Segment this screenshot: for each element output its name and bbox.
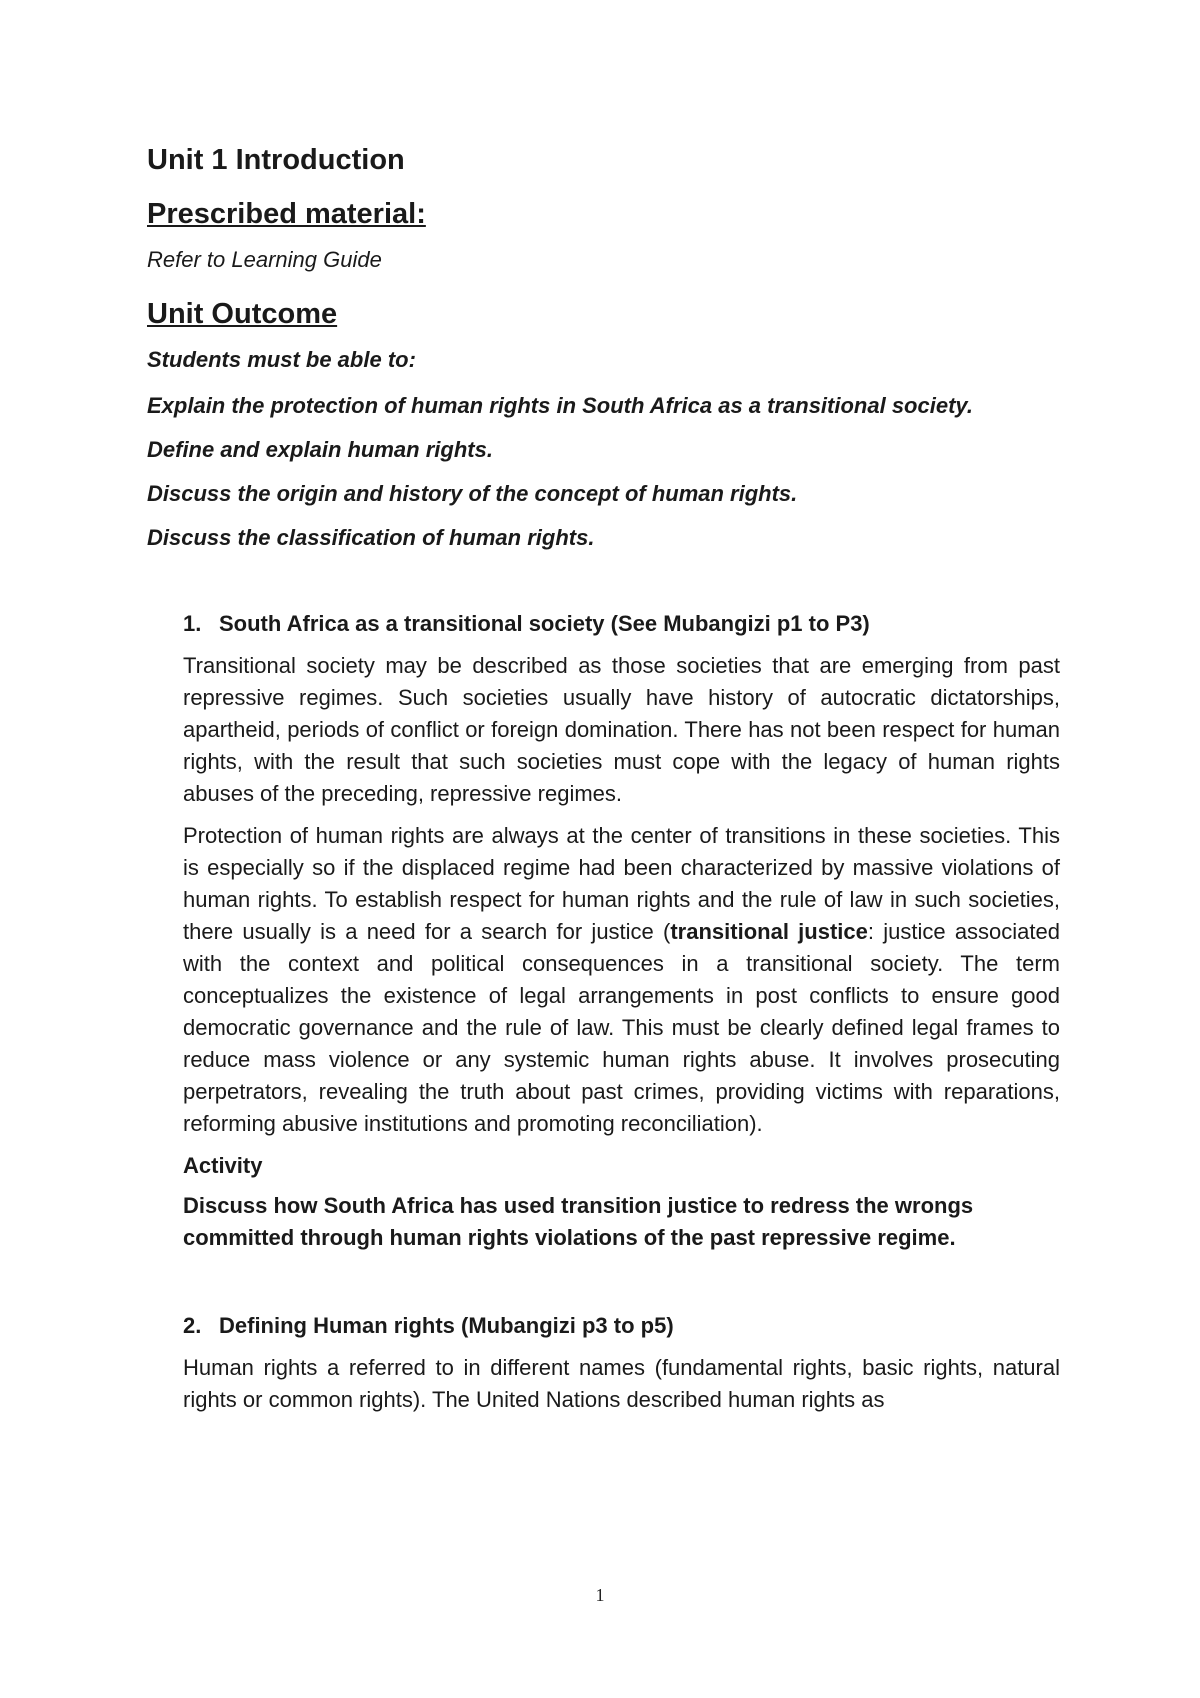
section-2-title: Defining Human rights (Mubangizi p3 to p5) [219, 1313, 674, 1338]
section-2-paragraph-1: Human rights a referred to in different names (fundamental rights, basic rights, natural rights or common rights). The United Nations described human rights as [183, 1355, 1060, 1412]
outcome-item: Discuss the origin and history of the concept of human rights. [147, 481, 798, 506]
prescribed-text: Refer to Learning Guide [147, 247, 382, 272]
paragraph-text: Protection of human rights are always at the center of transitions in these societies. This is especially so if the displaced regime had been characterized by massive violations of human rights. To establish respect for human rights and the rule of law in such societies, there usually is a need for a search for justice ( [183, 823, 1060, 944]
outcome-intro: Students must be able to: [147, 347, 416, 372]
section-1-heading [183, 608, 1060, 640]
outcome-item: Discuss the classification of human rights. [147, 525, 595, 550]
outcome-heading: Unit Outcome [147, 298, 338, 330]
section-1 [183, 608, 1060, 1416]
unit-title: Unit 1 Introduction [147, 144, 405, 176]
activity-question: Discuss how South Africa has used transition justice to redress the wrongs committed through human rights violations of the past repressive regime. [183, 1193, 974, 1250]
outcome-item: Explain the protection of human rights in South Africa as a transitional society. [147, 393, 973, 418]
section-1-title: South Africa as a transitional society (See Mubangizi p1 to P3) [219, 611, 870, 636]
transitional-justice-term: transitional justice [670, 919, 868, 944]
paragraph-text: : justice associated with the context and political consequences in a transitional society. The term conceptualizes the existence of legal arrangements in post conflicts to ensure good democratic governance and the rule of law. This must be clearly defined legal frames to reduce mass violence or any systemic human rights abuse. It involves prosecuting perpetrators, revealing the truth about past crimes, providing victims with reparations, reforming abusive institutions and promoting reconciliation). [183, 919, 1060, 1136]
page-number: 1 [595, 1585, 605, 1605]
activity-label: Activity [183, 1153, 263, 1178]
section-2-heading [183, 1310, 1060, 1342]
section-2-number: 2. [183, 1313, 202, 1338]
outcome-item: Define and explain human rights. [147, 437, 493, 462]
page-content [147, 142, 1060, 1426]
section-1-number: 1. [183, 611, 202, 636]
prescribed-heading: Prescribed material: [147, 198, 426, 230]
section-1-paragraph-2 [183, 820, 1060, 1140]
section-1-paragraph-1: Transitional society may be described as those societies that are emerging from past repressive regimes. Such societies usually have history of autocratic dictatorships, apartheid, periods of conflict or foreign domination. There has not been respect for human rights, with the result that such societies must cope with the legacy of human rights abuses of the preceding, repressive regimes. [183, 653, 1060, 806]
